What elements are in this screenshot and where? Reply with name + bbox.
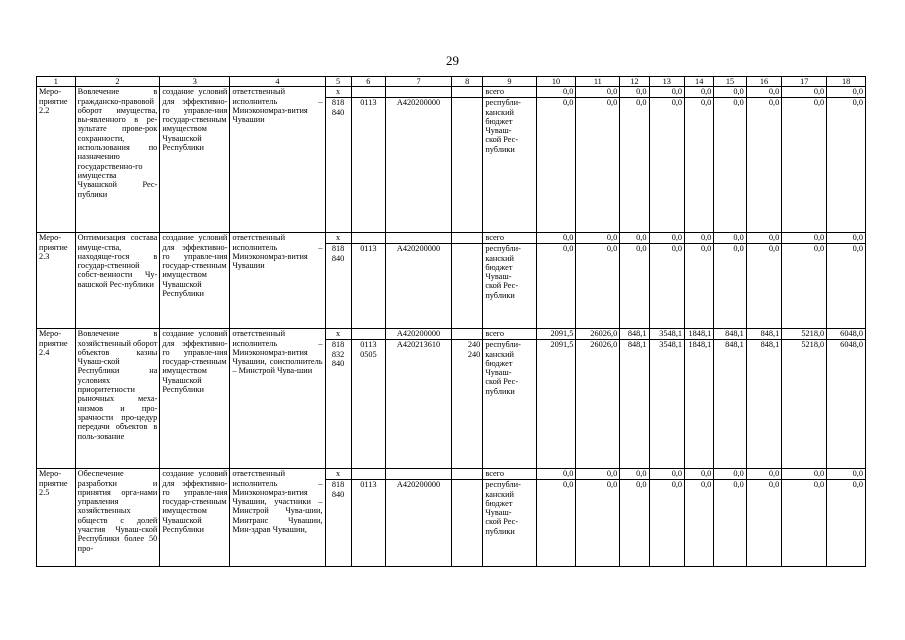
target-article-code: А420200000 [386,98,452,233]
grbs-code: 818 840 [325,480,351,567]
amount-cell: 0,0 [620,469,649,480]
amount-cell: 6048,0 [827,340,866,469]
expense-type-code [451,469,482,480]
amount-cell: 0,0 [714,480,746,567]
amount-cell: 0,0 [536,87,576,98]
amount-cell: 3548,1 [649,340,685,469]
amount-cell: 0,0 [827,469,866,480]
amount-cell: 848,1 [714,329,746,340]
column-header: 12 [620,77,649,87]
table-row [37,233,866,244]
amount-cell: 0,0 [782,480,827,567]
amount-cell: 0,0 [746,98,782,233]
amount-cell: 0,0 [649,244,685,329]
funding-source: всего [483,233,536,244]
column-header: 17 [782,77,827,87]
expense-type-code [451,233,482,244]
target-article-code: А420200000 [386,480,452,567]
measure-label: Меро- приятие 2.5 [37,469,76,567]
measure-name: Вовлечение в гражданско-правовой оборот имущества, вы-явленного в ре-зультате прове-рок сохранности, использования по назначению государственно-го имущества Чувашской Рес-публики [75,87,160,233]
program-table [36,76,866,567]
target-article-code [386,87,452,98]
amount-cell: 0,0 [536,244,576,329]
amount-cell: 0,0 [649,469,685,480]
grbs-code: x [325,87,351,98]
funding-source: республи- канский бюджет Чуваш- ской Рес- публики [483,340,536,469]
amount-cell: 848,1 [714,340,746,469]
funding-source: всего [483,87,536,98]
amount-cell: 0,0 [685,87,714,98]
amount-cell: 0,0 [746,244,782,329]
amount-cell: 0,0 [714,98,746,233]
table-body [37,87,866,567]
amount-cell: 5218,0 [782,340,827,469]
measure-goal: создание условий для эффективно-го управле-ния государ-ственным имуществом Чувашской Республики [160,329,230,469]
amount-cell: 0,0 [620,87,649,98]
expense-type-code: 240 240 [451,340,482,469]
amount-cell: 848,1 [620,340,649,469]
measure-goal: создание условий для эффективно-го управле-ния государ-ственным имуществом Чувашской Республики [160,87,230,233]
amount-cell: 0,0 [620,244,649,329]
amount-cell: 848,1 [746,329,782,340]
amount-cell: 0,0 [827,233,866,244]
grbs-code: x [325,469,351,480]
amount-cell: 0,0 [576,98,620,233]
amount-cell: 0,0 [649,480,685,567]
expense-type-code [451,87,482,98]
section-code: 0113 0505 [351,340,385,469]
column-header: 5 [325,77,351,87]
measure-name: Оптимизация состава имуще-ства, находяще-гося в государ-ственной собст-венности Чу-вашской Рес-публики [75,233,160,329]
target-article-code: А420200000 [386,244,452,329]
amount-cell: 5218,0 [782,329,827,340]
amount-cell: 0,0 [685,98,714,233]
amount-cell: 26026,0 [576,340,620,469]
amount-cell: 0,0 [536,233,576,244]
column-header: 15 [714,77,746,87]
funding-source: всего [483,469,536,480]
column-header: 4 [230,77,325,87]
header-row [37,77,866,87]
amount-cell: 0,0 [685,480,714,567]
section-code: 0113 [351,480,385,567]
measure-label: Меро- приятие 2.4 [37,329,76,469]
target-article-code: А420213610 [386,340,452,469]
section-code [351,469,385,480]
column-header: 8 [451,77,482,87]
grbs-code: 818 840 [325,98,351,233]
amount-cell: 0,0 [782,233,827,244]
amount-cell: 0,0 [576,244,620,329]
amount-cell: 26026,0 [576,329,620,340]
section-code [351,329,385,340]
amount-cell: 0,0 [620,480,649,567]
funding-source: республи- канский бюджет Чуваш- ской Рес- публики [483,244,536,329]
amount-cell: 0,0 [746,87,782,98]
amount-cell: 848,1 [620,329,649,340]
expense-type-code [451,98,482,233]
section-code: 0113 [351,244,385,329]
amount-cell: 0,0 [714,87,746,98]
measure-executor: ответственный исполнитель – Минэкономраз-вития Чувашии [230,87,325,233]
amount-cell: 0,0 [576,469,620,480]
grbs-code: x [325,329,351,340]
amount-cell: 6048,0 [827,329,866,340]
amount-cell: 0,0 [746,469,782,480]
amount-cell: 0,0 [714,244,746,329]
measure-label: Меро- приятие 2.3 [37,233,76,329]
amount-cell: 0,0 [536,480,576,567]
column-header: 16 [746,77,782,87]
amount-cell: 0,0 [649,87,685,98]
funding-source: всего [483,329,536,340]
column-header: 7 [386,77,452,87]
table-row [37,329,866,340]
measure-executor: ответственный исполнитель – Минэкономраз-вития Чувашии [230,233,325,329]
amount-cell: 0,0 [685,233,714,244]
amount-cell: 2091,5 [536,329,576,340]
amount-cell: 0,0 [620,98,649,233]
page-number: 29 [446,53,459,68]
amount-cell: 848,1 [746,340,782,469]
target-article-code [386,469,452,480]
column-header: 13 [649,77,685,87]
section-code [351,233,385,244]
amount-cell: 0,0 [746,480,782,567]
expense-type-code [451,244,482,329]
amount-cell: 0,0 [576,480,620,567]
amount-cell: 0,0 [782,244,827,329]
target-article-code: А420200000 [386,329,452,340]
amount-cell: 0,0 [827,244,866,329]
amount-cell: 0,0 [685,244,714,329]
table-row [37,87,866,98]
measure-label: Меро- приятие 2.2 [37,87,76,233]
amount-cell: 0,0 [576,233,620,244]
grbs-code: 818 840 [325,244,351,329]
amount-cell: 0,0 [782,98,827,233]
amount-cell: 0,0 [620,233,649,244]
amount-cell: 0,0 [536,98,576,233]
column-header: 11 [576,77,620,87]
grbs-code: x [325,233,351,244]
grbs-code: 818 832 840 [325,340,351,469]
measure-goal: создание условий для эффективно-го управле-ния государ-ственным имуществом Чувашской Республики [160,469,230,567]
measure-name: Вовлечение в хозяйственный оборот объектов казны Чуваш-ской Республики на условиях приоритетности рыночных меха-низмов и про-зрачности про-цедур передачи объектов в поль-зование [75,329,160,469]
amount-cell: 0,0 [714,469,746,480]
measure-executor: ответственный исполнитель – Минэкономраз-вития Чувашии, участники – Минстрой Чува-шии, Минтранс Чувашии, Мин-здрав Чувашии, [230,469,325,567]
amount-cell: 0,0 [827,98,866,233]
amount-cell: 0,0 [827,87,866,98]
measure-goal: создание условий для эффективно-го управле-ния государ-ственным имуществом Чувашской Республики [160,233,230,329]
amount-cell: 0,0 [746,233,782,244]
column-header: 1 [37,77,76,87]
column-header: 9 [483,77,536,87]
column-header: 6 [351,77,385,87]
amount-cell: 2091,5 [536,340,576,469]
measure-executor: ответственный исполнитель – Минэкономраз-вития Чувашии, соисполнитель – Минстрой Чува-шии [230,329,325,469]
section-code: 0113 [351,98,385,233]
column-header: 14 [685,77,714,87]
column-header: 3 [160,77,230,87]
amount-cell: 1848,1 [685,340,714,469]
amount-cell: 0,0 [714,233,746,244]
funding-source: республи- канский бюджет Чуваш- ской Рес- публики [483,98,536,233]
amount-cell: 0,0 [649,233,685,244]
section-code [351,87,385,98]
funding-source: республи- канский бюджет Чуваш- ской Рес- публики [483,480,536,567]
column-header: 18 [827,77,866,87]
amount-cell: 0,0 [782,87,827,98]
target-article-code [386,233,452,244]
amount-cell: 0,0 [782,469,827,480]
table-row [37,469,866,480]
expense-type-code [451,480,482,567]
amount-cell: 3548,1 [649,329,685,340]
expense-type-code [451,329,482,340]
amount-cell: 0,0 [649,98,685,233]
column-header: 10 [536,77,576,87]
measure-name: Обеспечение разработки и принятия орга-нами управления хозяйственных обществ с долей участия Чуваш-ской Республики более 50 про- [75,469,160,567]
column-header: 2 [75,77,160,87]
amount-cell: 0,0 [685,469,714,480]
amount-cell: 0,0 [827,480,866,567]
amount-cell: 1848,1 [685,329,714,340]
amount-cell: 0,0 [576,87,620,98]
amount-cell: 0,0 [536,469,576,480]
